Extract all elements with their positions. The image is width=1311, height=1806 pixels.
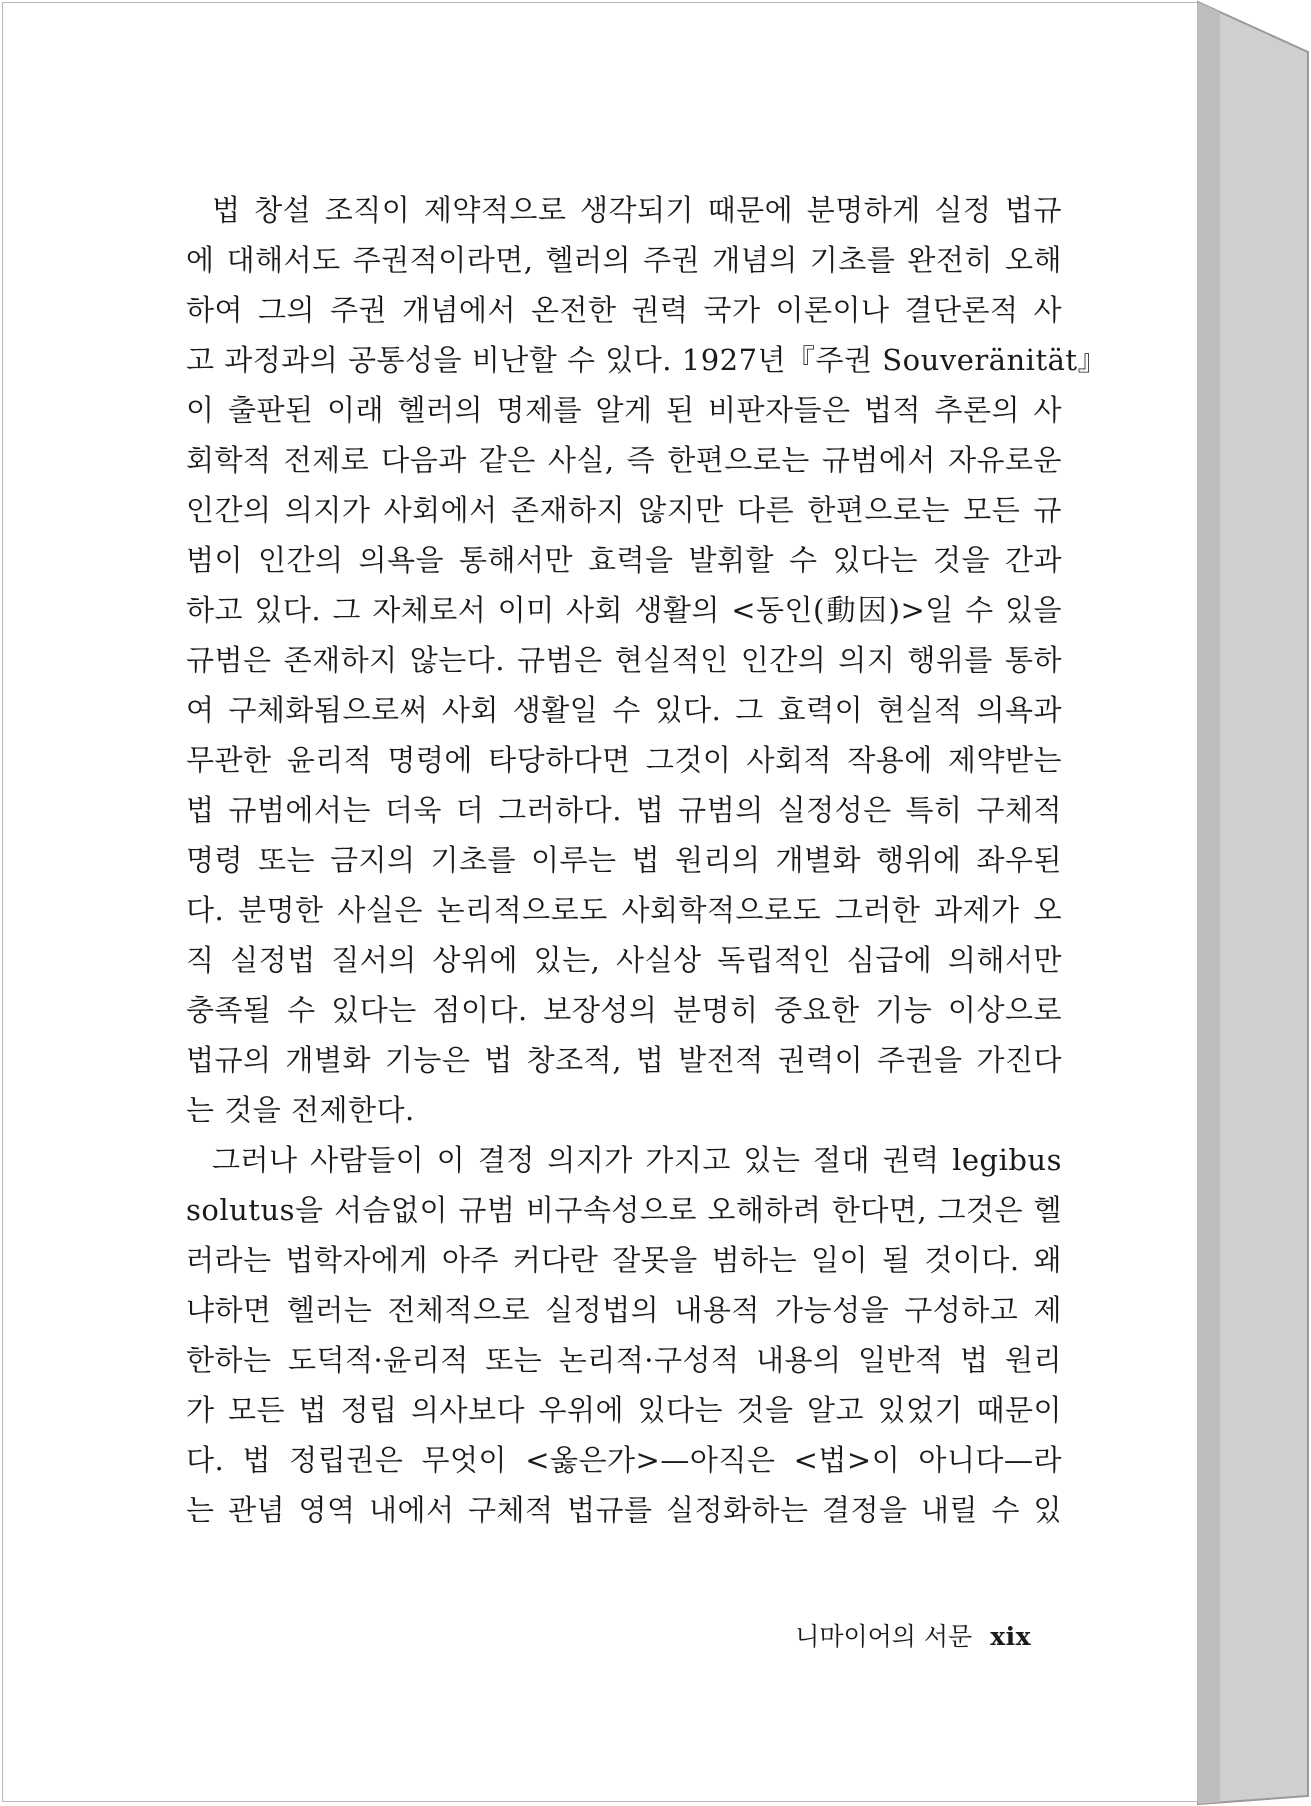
text-line: 법 규범에서는 더욱 더 그러하다. 법 규범의 실정성은 특히 구체적 [186,793,1062,827]
text-line: 무관한 윤리적 명령에 타당하다면 그것이 사회적 작용에 제약받는 [186,743,1062,777]
text-line: 법규의 개별화 기능은 법 창조적, 법 발전적 권력이 주권을 가진다 [186,1043,1062,1077]
text-line: 에 대해서도 주권적이라면, 헬러의 주권 개념의 기초를 완전히 오해 [186,243,1062,277]
text-line: 법 창설 조직이 제약적으로 생각되기 때문에 분명하게 실정 법규 [212,193,1062,227]
running-title: 니마이어의 서문 [795,1622,973,1651]
text-line: 는 관념 영역 내에서 구체적 법규를 실정화하는 결정을 내릴 수 있 [186,1493,1062,1527]
text-line: 여 구체화됨으로써 사회 생활일 수 있다. 그 효력이 현실적 의욕과 [186,693,1062,727]
text-line: 러라는 법학자에게 아주 커다란 잘못을 범하는 일이 될 것이다. 왜 [186,1243,1062,1277]
text-line: 그러나 사람들이 이 결정 의지가 가지고 있는 절대 권력 legibus [212,1143,1062,1177]
text-line: 명령 또는 금지의 기초를 이루는 법 원리의 개별화 행위에 좌우된 [186,843,1062,877]
text-line: 다. 분명한 사실은 논리적으로도 사회학적으로도 그러한 과제가 오 [186,893,1062,927]
text-line: 냐하면 헬러는 전체적으로 실정법의 내용적 가능성을 구성하고 제 [186,1293,1062,1327]
paragraph-1 [186,185,1108,1135]
text-line: 직 실정법 질서의 상위에 있는, 사실상 독립적인 심급에 의해서만 [186,943,1062,977]
text-line: 고 과정과의 공통성을 비난할 수 있다. 1927년『주권 Souveränität』 [186,343,1108,377]
page-number: xix [990,1622,1031,1651]
text-line: 는 것을 전제한다. [186,1093,415,1127]
body-text [186,185,1108,1535]
text-line: 충족될 수 있다는 점이다. 보장성의 분명히 중요한 기능 이상으로 [186,993,1062,1027]
text-line: 다. 법 정립권은 무엇이 <옳은가>—아직은 <법>이 아니다—라 [186,1443,1062,1477]
text-line: 회학적 전제로 다음과 같은 사실, 즉 한편으로는 규범에서 자유로운 [186,443,1062,477]
text-line: 가 모든 법 정립 의사보다 우위에 있다는 것을 알고 있었기 때문이 [186,1393,1062,1427]
text-line: 이 출판된 이래 헬러의 명제를 알게 된 비판자들은 법적 추론의 사 [186,393,1062,427]
text-line: solutus을 서슴없이 규범 비구속성으로 오해하려 한다면, 그것은 헬 [186,1193,1062,1227]
text-line: 하여 그의 주권 개념에서 온전한 권력 국가 이론이나 결단론적 사 [186,293,1062,327]
text-line: 범이 인간의 의욕을 통해서만 효력을 발휘할 수 있다는 것을 간과 [186,543,1062,577]
page-footer [795,1617,1031,1653]
paragraph-2 [186,1135,1062,1535]
text-line: 한하는 도덕적·윤리적 또는 논리적·구성적 내용의 일반적 법 원리 [186,1343,1062,1377]
text-line: 하고 있다. 그 자체로서 이미 사회 생활의 <동인(動因)>일 수 있을 [186,593,1062,627]
text-line: 규범은 존재하지 않는다. 규범은 현실적인 인간의 의지 행위를 통하 [186,643,1062,677]
text-line: 인간의 의지가 사회에서 존재하지 않지만 다른 한편으로는 모든 규 [186,493,1062,527]
